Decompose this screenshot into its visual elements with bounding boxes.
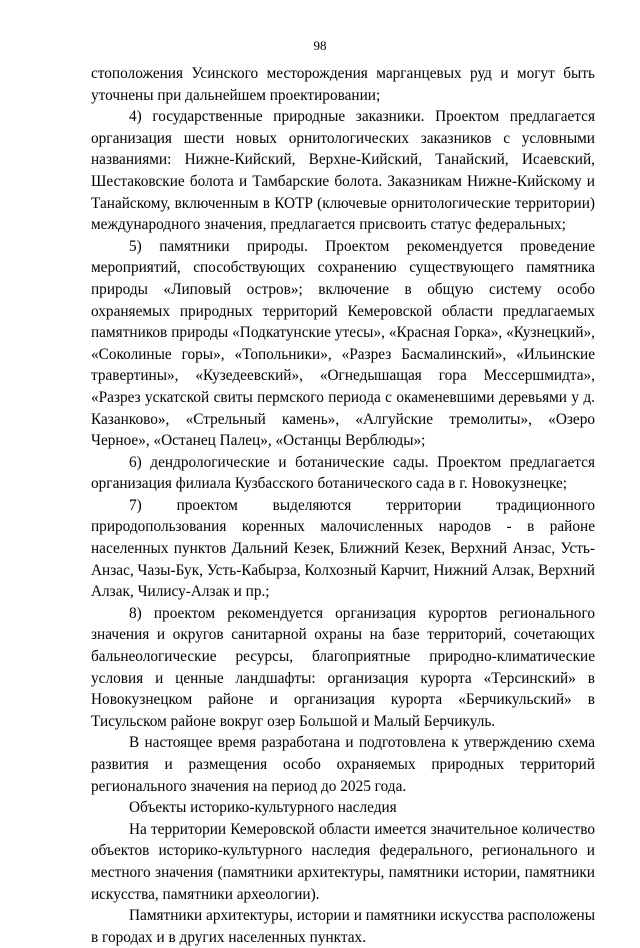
paragraph-monuments-location: Памятники архитектуры, истории и памятники искусства расположены в городах и в других населенных пунктах. [91,907,596,946]
paragraph-development-scheme: В настоящее время разработана и подготовлена к утверждению схема развития и размещения особо охраняемых природных территорий регионального значения на период до 2025 года. [91,734,595,795]
paragraph-nature-reserves: 4) государственные природные заказники. Проектом предлагается организация шести новых орнитологических заказников с условными названиями: Нижне-Кийский, Верхне-Кийский, Танайский, Исаевский, Шестаковские болота и Тамбарские болота. Заказникам Нижне-Кийскому и Танайскому, включенным в КОТР (ключевые орнитологические территории) международного значения, предлагается присвоить статус федеральных; [91,108,595,234]
paragraph-natural-monuments: 5) памятники природы. Проектом рекомендуется проведение мероприятий, способствующих сохранению существующего памятника природы «Липовый остров»; включение в общую систему особо охраняемых природных территорий Кемеровской области предлагаемых памятников природы «Подкатунские утесы», «Красная Горка», «Кузнецкий», «Соколиные горы», «Топольники», «Разрез Басмалинский», «Ильинские травертины», «Кузедеевский», «Огнедышащая гора Мессершмидта», «Разрез ускатской свиты пермского периода с окаменевшими деревьями у д. Казанково», «Стрельный камень», «Алгуйские тремолиты», «Озеро Черное», «Останец Палец», «Останцы Верблюды»; [91,237,595,450]
paragraph-botanical-gardens: 6) дендрологические и ботанические сады. Проектом предлагается организация филиала Кузбасского ботанического сада в г. Новокузнецке; [91,453,595,493]
paragraph-traditional-territories: 7) проектом выделяются территории традиционного природопользования коренных малочисленных народов - в районе населенных пунктов Дальний Кезек, Ближний Кезек, Верхний Анзас, Усть-Анзас, Чазы-Бук, Усть-Кабырза, Колхозный Карчит, Нижний Алзак, Верхний Алзак, Чилису-Алзак и пр.; [91,496,595,601]
paragraph-resorts: 8) проектом рекомендуется организация курортов регионального значения и округов санитарной охраны на базе территорий, сочетающих бальнеологические ресурсы, благоприятные природно-климатические условия и ценные ландшафты: организация курорта «Терсинский» в Новокузнецком районе и организация курорта «Берчикульский» в Тисульском районе вокруг озер Большой и Малый Берчикуль. [91,604,595,730]
paragraph-continuation: стоположения Усинского месторождения марганцевых руд и могут быть уточнены при дальнейшем проектировании; [91,65,595,104]
section-heading: Объекты историко-культурного наследия [129,799,397,817]
page-number: 98 [313,38,327,53]
document-body [91,63,595,948]
paragraph-cultural-heritage: На территории Кемеровской области имеется значительное количество объектов историко-культурного наследия федерального, регионального и местного значения (памятники архитектуры, памятники истории, памятники искусства, памятники археологии). [91,820,595,903]
